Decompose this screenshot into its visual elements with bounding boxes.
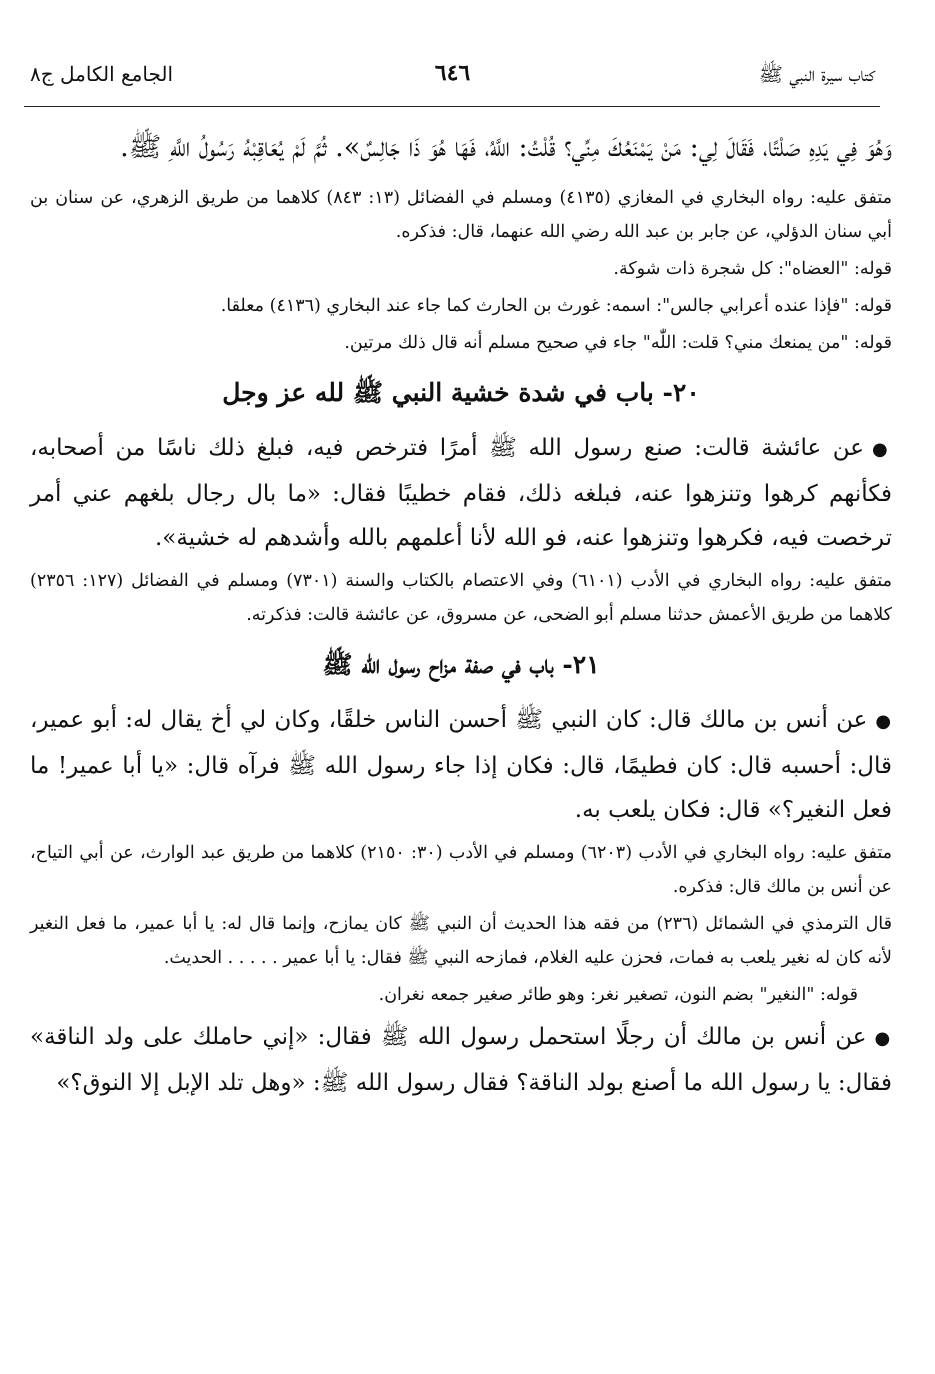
running-title: الجامع الكامل ج٨ [30,62,174,86]
hadith-body: عن عائشة قالت: صنع رسول الله ﷺ أمرًا فترخص فيه، فبلغ ذلك ناسًا من أصحابه، فكأنهم كرهوا وتنزهوا عنه، فبلغه ذلك، فقام خطيبًا فقال: «ما بال رجال بلغهم عني أمر ترخصت فيه، فكرهوا وتنزهوا عنه، فو الله لأنا أعلمهم بالله وأشدهم له خشية». [30,435,892,551]
bullet-icon: ● [872,439,893,460]
book-title: كتاب سيرة النبي ﷺ [758,62,875,86]
footnote-commentary: قال الترمذي في الشمائل (٢٣٦) من فقه هذا الحديث أن النبي ﷺ كان يمازح، وإنما قال له: يا أبا عمير، ما فعل النغير لأنه كان له نغير يلعب به فمات، فحزن عليه الغلام، فمازحه النبي ﷺ فقال: يا أبا عمير . . . . . الحديث. [30,914,893,968]
hadith-text [30,1015,892,1105]
footnote-explanation: قوله: "العضاه": كل شجرة ذات شوكة. [613,259,892,279]
page-number: ٦٤٦ [434,60,471,86]
footnote-explanation: قوله: "النغير" بضم النون، تصغير نغر: وهو طائر صغير جمعه نغران. [378,985,858,1005]
hadith-body: عن أنس بن مالك أن رجلًا استحمل رسول الله ﷺ فقال: «إني حاملك على ولد الناقة» فقال: يا رسول الله ما أصنع بولد الناقة؟ فقال رسول الله ﷺ: «وهل تلد الإبل إلا النوق؟» [30,1024,892,1096]
hadith-text [30,698,892,832]
footnote-explanation: قوله: "من يمنعك مني؟ قلت: اللّٰه" جاء في صحيح مسلم أنه قال ذلك مرتين. [344,333,892,353]
hadith-body: عن أنس بن مالك قال: كان النبي ﷺ أحسن الناس خلقًا، وكان لي أخ يقال له: أبو عمير، قال: أحسبه قال: كان فطيمًا، قال: فكان إذا جاء رسول الله ﷺ فرآه قال: «يا أبا عمير! ما فعل النغير؟» قال: فكان يلعب به. [30,707,893,823]
footnote-explanation: قوله: "فإذا عنده أعرابي جالس": اسمه: غورث بن الحارث كما جاء عند البخاري (٤١٣٦) معلقا. [220,296,892,316]
hadith-text [30,426,892,560]
bullet-icon: ● [874,1028,892,1049]
footnote-takhrij: متفق عليه: رواه البخاري في المغازي (٤١٣٥) ومسلم في الفضائل (١٣: ٨٤٣) كلاهما من طريق الزهري، عن سنان بن أبي سنان الدؤلي، عن جابر بن عبد الله رضي الله عنهما، قال: فذكره. [30,188,892,242]
footnote-takhrij: متفق عليه: رواه البخاري في الأدب (٦١٠١) وفي الاعتصام بالكتاب والسنة (٧٣٠١) ومسلم في الفضائل (١٢٧: ٢٣٥٦) كلاهما من طريق الأعمش حدثنا مسلم أبو الضحى، عن مسروق، عن عائشة قالت: فذكرته. [30,571,892,625]
page-header [30,60,875,96]
hadith-ending-text: وَهُوَ فِي يَدِهِ صَلْتًا، فَقَالَ لِي: مَنْ يَمْنَعُكَ مِنِّي؟ قُلْتُ: اللَّهُ، فَهَا هُوَ ذَا جَالِسٌ». ثُمَّ لَمْ يُعَاقِبْهُ رَسُولُ اللَّهِ ﷺ. [120,132,892,163]
header-divider [24,106,880,107]
footnote-takhrij: متفق عليه: رواه البخاري في الأدب (٦٢٠٣) ومسلم في الأدب (٣٠: ٢١٥٠) كلاهما من طريق عبد الوارث، عن أبي التياح، عن أنس بن مالك قال: فذكره. [30,843,892,897]
bullet-icon: ● [875,711,892,732]
chapter-heading: ٢٠- باب في شدة خشية النبي ﷺ لله عز وجل [222,378,700,407]
page-body [30,124,892,1109]
chapter-heading: ٢١- باب في صفة مزاح رسول الله ﷺ [322,650,600,679]
